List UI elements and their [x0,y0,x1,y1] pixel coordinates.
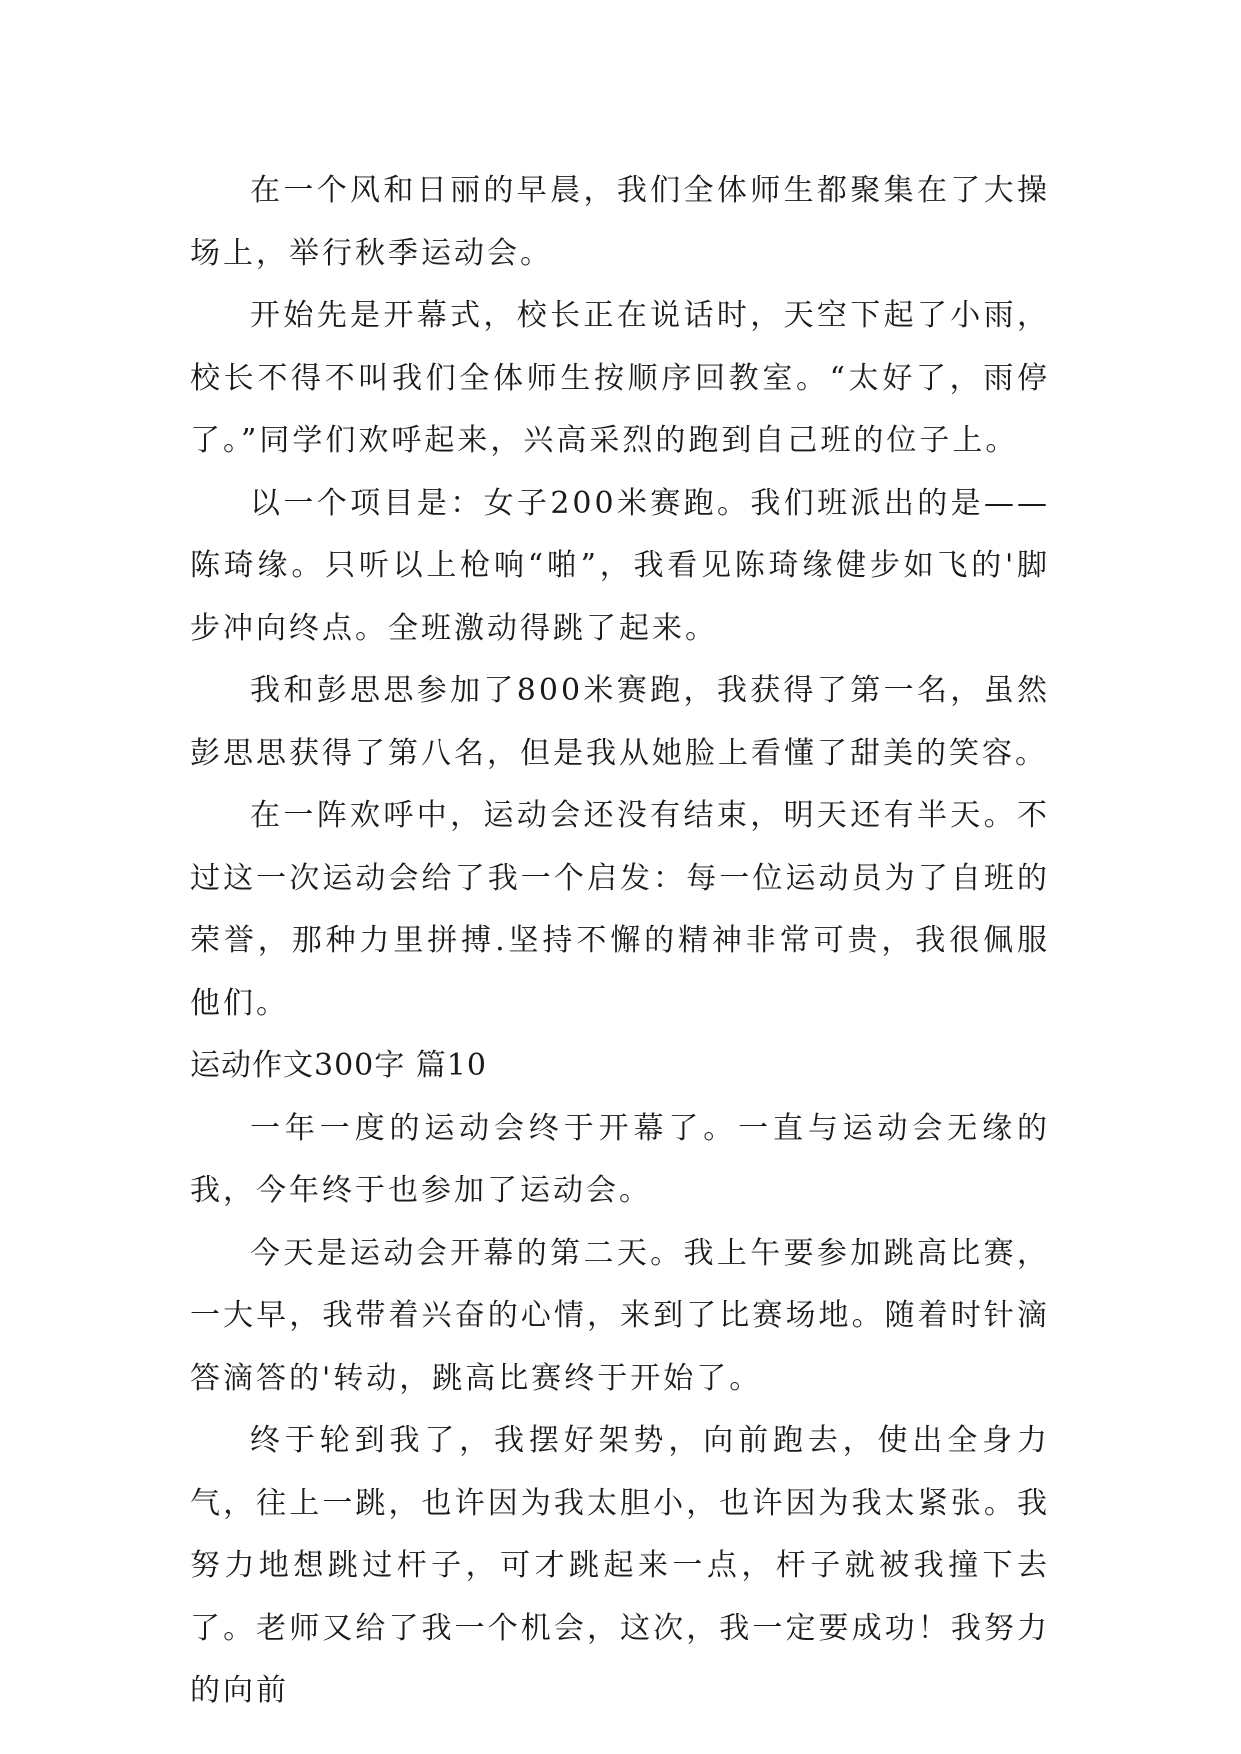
paragraph-conclusion: 在一阵欢呼中，运动会还没有结束，明天还有半天。不过这一次运动会给了我一个启发：每一位运动员为了自班的荣誉，那种力里拼搏.坚持不懈的精神非常可贵，我很佩服他们。 [190,798,1050,1021]
paragraph-opening-ceremony: 开始先是开幕式，校长正在说话时，天空下起了小雨，校长不得不叫我们全体师生按顺序回教室。“太好了，雨停了。”同学们欢呼起来，兴高采烈的跑到自己班的位子上。 [190,298,1050,458]
paragraph-800m-race: 我和彭思思参加了800米赛跑，我获得了第一名，虽然彭思思获得了第八名，但是我从她脸上看懂了甜美的笑容。 [190,673,1050,771]
document-body [190,160,1050,1723]
section-heading: 运动作文300字 篇10 [190,1048,487,1083]
paragraph-high-jump-attempt: 终于轮到我了，我摆好架势，向前跑去，使出全身力气，往上一跳，也许因为我太胆小，也许因为我太紧张。我努力地想跳过杆子，可才跳起来一点，杆子就被我撞下去了。老师又给了我一个机会，这次，我一定要成功！我努力的向前 [190,1423,1050,1708]
paragraph-opening: 在一个风和日丽的早晨，我们全体师生都聚集在了大操场上，举行秋季运动会。 [190,173,1050,271]
paragraph-high-jump-day: 今天是运动会开幕的第二天。我上午要参加跳高比赛，一大早，我带着兴奋的心情，来到了比赛场地。随着时针滴答滴答的'转动，跳高比赛终于开始了。 [190,1235,1050,1396]
paragraph-intro: 一年一度的运动会终于开幕了。一直与运动会无缘的我，今年终于也参加了运动会。 [190,1110,1050,1208]
paragraph-200m-race: 以一个项目是：女子200米赛跑。我们班派出的是——陈琦缘。只听以上枪响“啪”，我看见陈琦缘健步如飞的'脚步冲向终点。全班激动得跳了起来。 [190,485,1050,646]
